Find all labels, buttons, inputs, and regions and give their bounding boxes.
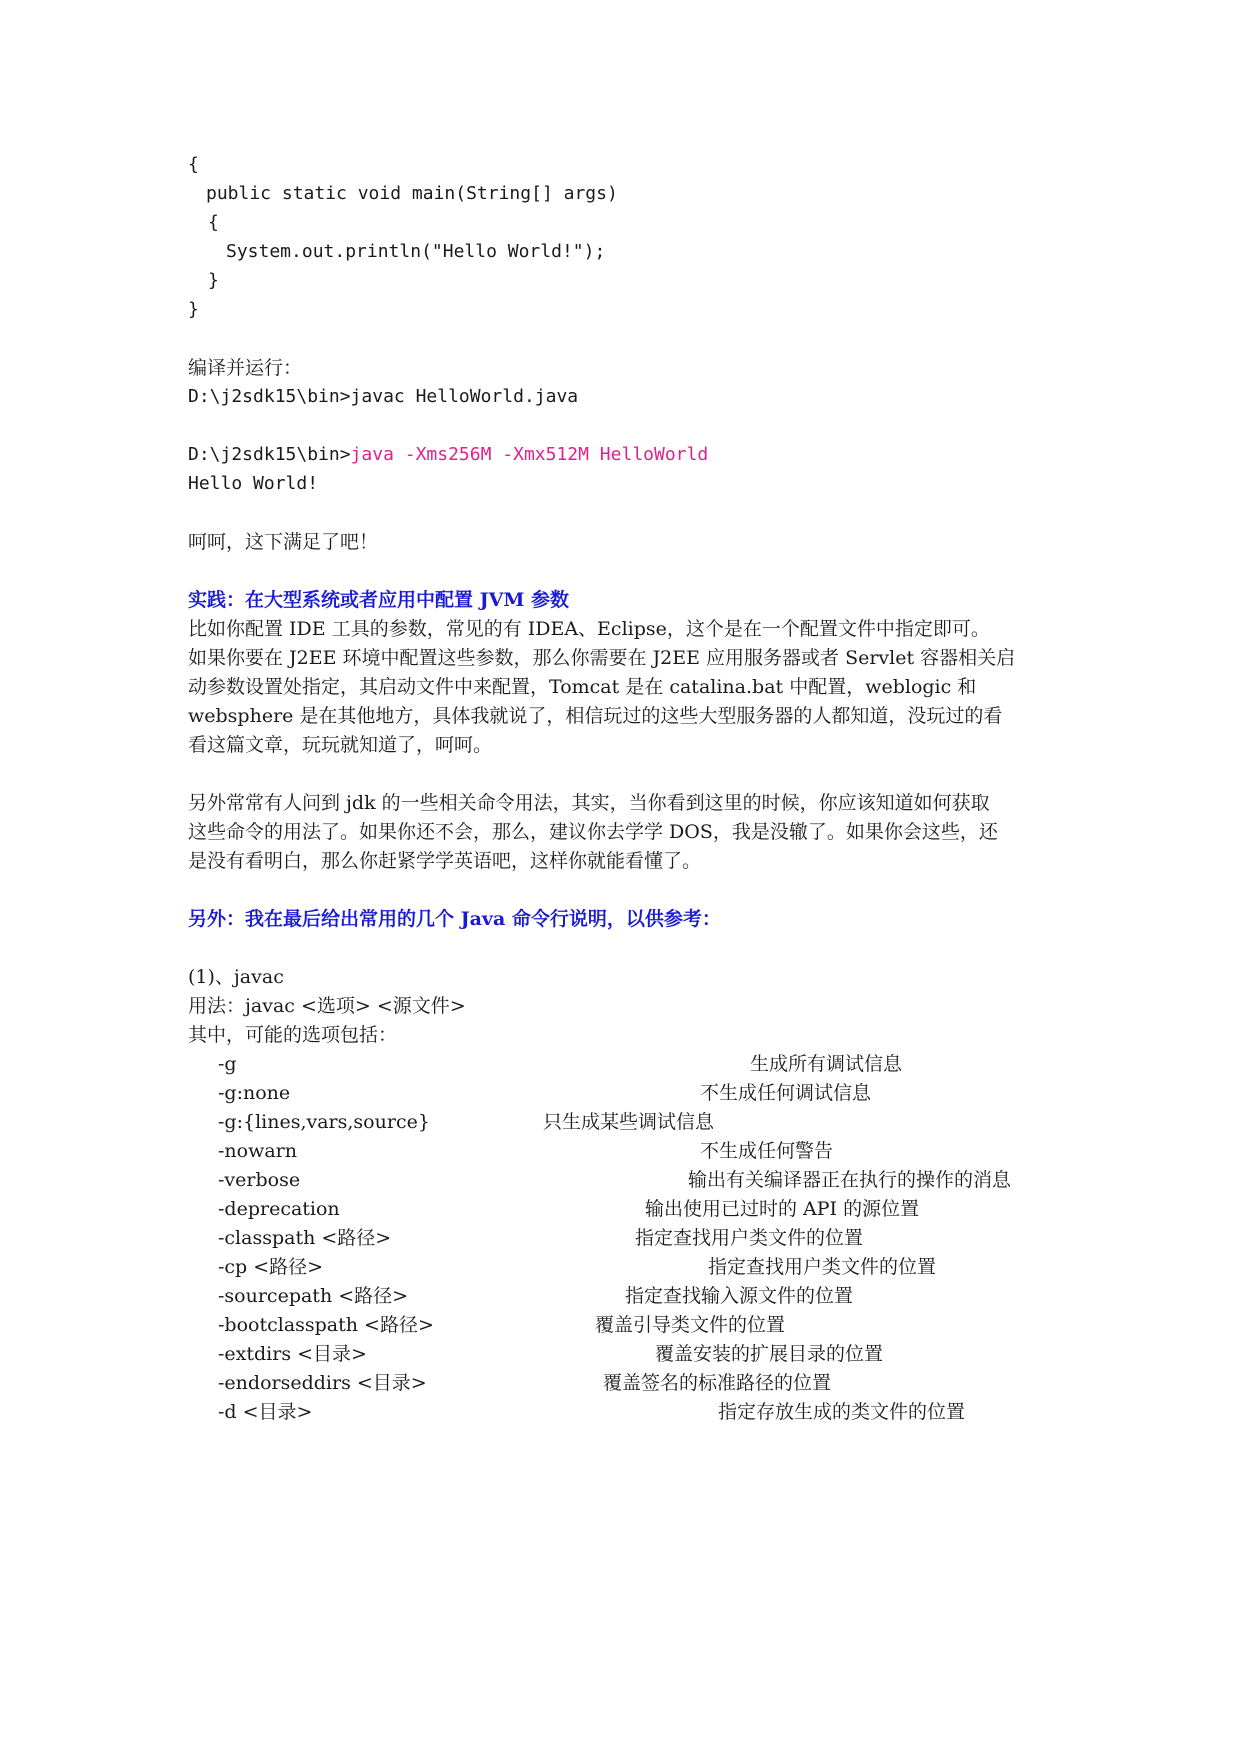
other-line: 另外常常有人问到 jdk 的一些相关命令用法，其实，当你看到这里的时候，你应该知道如何获取 bbox=[188, 792, 990, 814]
option-desc: 覆盖引导类文件的位置 bbox=[595, 1314, 786, 1336]
compile-command: D:\j2sdk15\bin>javac HelloWorld.java bbox=[188, 386, 579, 407]
run-highlight: java -Xms256M -Xmx512M HelloWorld bbox=[350, 444, 709, 465]
option-name: -deprecation bbox=[218, 1198, 340, 1220]
practice-line: 看这篇文章，玩玩就知道了，呵呵。 bbox=[188, 734, 493, 756]
practice-heading: 实践：在大型系统或者应用中配置 JVM 参数 bbox=[188, 589, 569, 611]
option-name: -bootclasspath <路径> bbox=[218, 1314, 434, 1336]
option-name: -d <目录> bbox=[218, 1401, 313, 1423]
code-main-signature: public static void main(String[] args) bbox=[206, 183, 618, 204]
run-output: Hello World! bbox=[188, 473, 319, 494]
option-desc: 覆盖签名的标准路径的位置 bbox=[603, 1372, 832, 1394]
run-prompt: D:\j2sdk15\bin> bbox=[188, 444, 351, 465]
reference-heading: 另外：我在最后给出常用的几个 Java 命令行说明，以供参考： bbox=[188, 908, 721, 930]
option-name: -sourcepath <路径> bbox=[218, 1285, 409, 1307]
code-println: System.out.println("Hello World!"); bbox=[226, 241, 606, 262]
other-line: 是没有看明白，那么你赶紧学学英语吧，这样你就能看懂了。 bbox=[188, 850, 702, 872]
option-desc: 指定存放生成的类文件的位置 bbox=[718, 1401, 966, 1423]
remark-text: 呵呵，这下满足了吧！ bbox=[188, 531, 379, 553]
option-name: -classpath <路径> bbox=[218, 1227, 392, 1249]
option-desc: 不生成任何警告 bbox=[700, 1140, 834, 1162]
option-desc: 指定查找用户类文件的位置 bbox=[635, 1227, 864, 1249]
option-name: -nowarn bbox=[218, 1140, 298, 1162]
option-desc: 输出有关编译器正在执行的操作的消息 bbox=[688, 1169, 1012, 1191]
option-name: -cp <路径> bbox=[218, 1256, 324, 1278]
practice-line: 比如你配置 IDE 工具的参数，常见的有 IDEA、Eclipse，这个是在一个配置文件中指定即可。 bbox=[188, 618, 990, 640]
code-close-brace: } bbox=[188, 299, 199, 320]
option-name: -endorseddirs <目录> bbox=[218, 1372, 427, 1394]
practice-line: 如果你要在 J2EE 环境中配置这些参数，那么你需要在 J2EE 应用服务器或者 Servlet 容器相关启 bbox=[188, 647, 1016, 669]
code-inner-close: } bbox=[208, 270, 219, 291]
option-desc: 只生成某些调试信息 bbox=[543, 1111, 715, 1133]
practice-line: websphere 是在其他地方，具体我就说了，相信玩过的这些大型服务器的人都知道，没玩过的看 bbox=[188, 705, 1003, 727]
other-line: 这些命令的用法了。如果你还不会，那么，建议你去学学 DOS，我是没辙了。如果你会这些，还 bbox=[188, 821, 998, 843]
code-inner-open: { bbox=[208, 212, 219, 233]
javac-intro: 其中，可能的选项包括： bbox=[188, 1024, 398, 1046]
option-name: -extdirs <目录> bbox=[218, 1343, 367, 1365]
option-desc: 输出使用已过时的 API 的源位置 bbox=[645, 1198, 920, 1220]
practice-line: 动参数设置处指定，其启动文件中来配置，Tomcat 是在 catalina.bat 中配置，weblogic 和 bbox=[188, 676, 977, 698]
code-open-brace: { bbox=[188, 154, 199, 175]
option-desc: 不生成任何调试信息 bbox=[700, 1082, 872, 1104]
option-name: -verbose bbox=[218, 1169, 301, 1191]
option-name: -g:none bbox=[218, 1082, 291, 1104]
javac-usage: 用法：javac <选项> <源文件> bbox=[188, 995, 466, 1017]
option-desc: 生成所有调试信息 bbox=[750, 1053, 903, 1075]
run-command bbox=[188, 439, 708, 471]
option-desc: 覆盖安装的扩展目录的位置 bbox=[655, 1343, 884, 1365]
option-desc: 指定查找输入源文件的位置 bbox=[625, 1285, 854, 1307]
option-name: -g:{lines,vars,source} bbox=[218, 1111, 430, 1133]
option-name: -g bbox=[218, 1053, 237, 1075]
compile-label: 编译并运行： bbox=[188, 357, 303, 379]
javac-title: (1)、javac bbox=[188, 966, 284, 988]
option-desc: 指定查找用户类文件的位置 bbox=[708, 1256, 937, 1278]
